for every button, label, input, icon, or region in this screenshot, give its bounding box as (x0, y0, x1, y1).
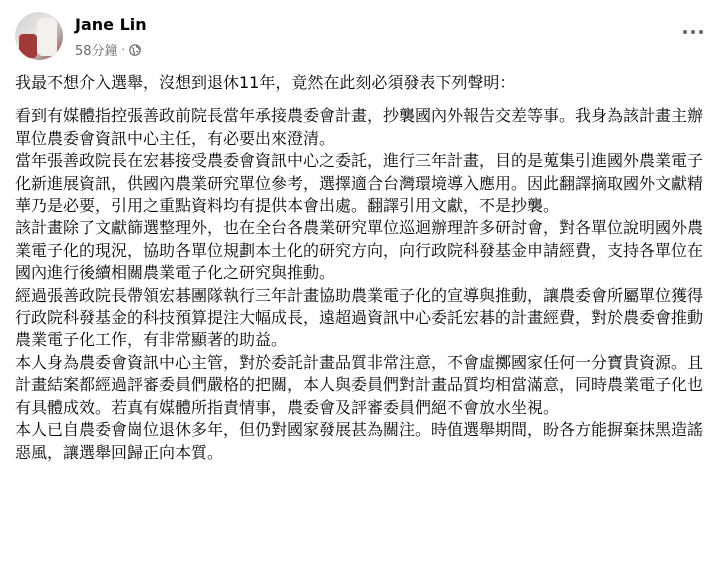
post-paragraph: 本人已自農委會崗位退休多年，但仍對國家發展甚為關注。時值選舉期間，盼各方能摒棄抹黑造謠惡風，讓選舉回歸正向本質。 (15, 420, 704, 462)
post-meta (75, 40, 141, 59)
globe-icon[interactable] (129, 44, 141, 56)
author-name[interactable]: Jane Lin (75, 15, 147, 34)
post-time[interactable]: 58分鐘 (75, 44, 118, 59)
post-paragraph: 我最不想介入選舉，沒想到退休11年，竟然在此刻必須發表下列聲明： (15, 73, 516, 92)
avatar-figure (37, 18, 57, 56)
post-paragraph: 看到有媒體指控張善政前院長當年承接農委會計畫，抄襲國內外報告交差等事。我身為該計畫主辦單位農委會資訊中心主任，有必要出來澄清。 (15, 106, 704, 148)
avatar-accent (19, 34, 37, 58)
post-paragraph: 當年張善政院長在宏碁接受農委會資訊中心之委託，進行三年計畫，目的是蒐集引進國外農業電子化新進展資訊，供國內農業研究單位參考，選擇適合台灣環境導入應用。因此翻譯摘取國外文獻精華乃是必要，引用之重點資料均有提供本會出處。翻譯引用文獻，不是抄襲。 (15, 151, 704, 216)
avatar[interactable] (15, 12, 63, 60)
more-options-icon-dot (691, 30, 695, 34)
post-header (15, 12, 711, 62)
more-options-icon-dot (699, 30, 703, 34)
meta-separator: · (121, 43, 126, 56)
post-paragraph: 該計畫除了文獻篩選整理外，也在全台各農業研究單位巡迴辦理許多研討會，對各單位說明國外農業電子化的現況，協助各單位規劃本土化的研究方向，向行政院科發基金申請經費，支持各單位在國內進行後續相關農業電子化之研究與推動。 (15, 218, 704, 283)
post-paragraph: 本人身為農委會資訊中心主管，對於委託計畫品質非常注意，不會虛擲國家任何一分寶貴資源。且計畫結案都經過評審委員們嚴格的把關，本人與委員們對計畫品質均相當滿意，同時農業電子化也有具體成效。若真有媒體所指責情事，農委會及評審委員們絕不會放水坐視。 (15, 352, 704, 417)
more-options-button[interactable] (675, 20, 711, 44)
post-content (15, 72, 715, 464)
post-paragraph: 經過張善政院長帶領宏碁團隊執行三年計畫協助農業電子化的宣導與推動，讓農委會所屬單位獲得行政院科發基金的科技預算提注大幅成長，遠超過資訊中心委託宏碁的計畫經費，對於農委會推動農業電子化工作，有非常顯著的助益。 (15, 285, 704, 350)
more-options-icon (683, 30, 687, 34)
